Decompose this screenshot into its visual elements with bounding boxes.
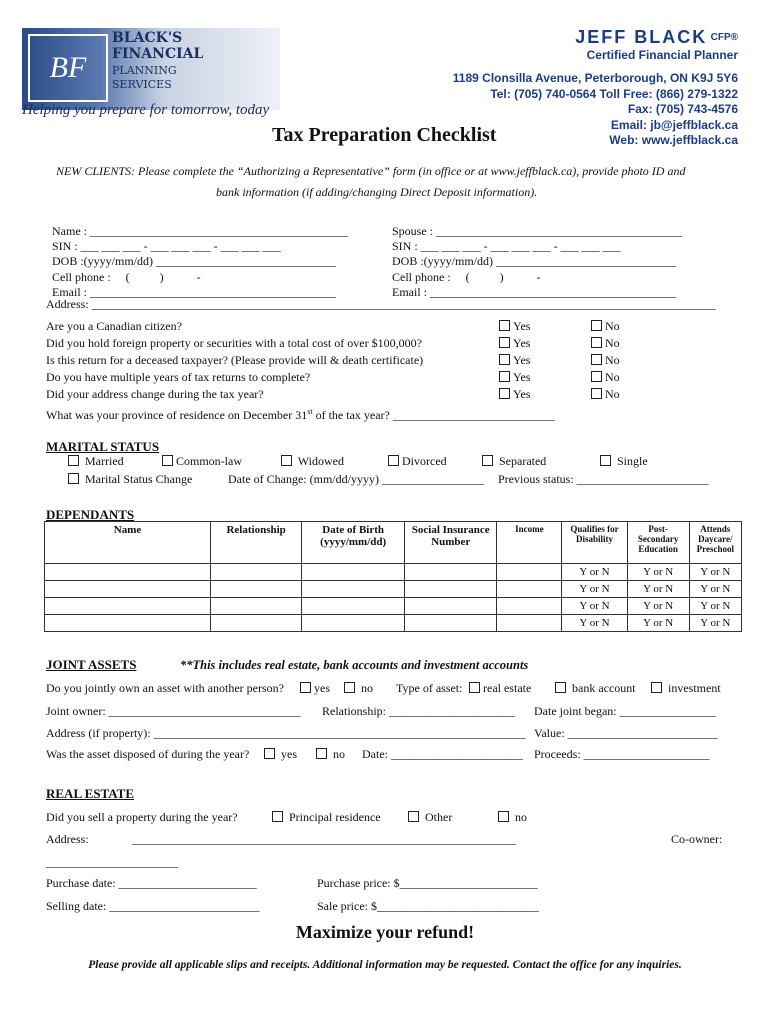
joint-q1-text: Do you jointly own an asset with another person? <box>46 681 284 695</box>
cell[interactable] <box>211 615 302 632</box>
header-cell: Post-Secondary Education <box>627 522 689 564</box>
table-row[interactable] <box>45 615 742 632</box>
advisor-credential: CFP® <box>710 32 738 43</box>
advisor-fax: Fax: (705) 743-4576 <box>627 102 738 116</box>
disposed-yes-option[interactable] <box>264 747 297 762</box>
question-row <box>46 335 726 352</box>
real-estate-q-row <box>46 810 746 828</box>
checkbox-icon[interactable] <box>600 455 611 466</box>
question-row <box>46 352 726 369</box>
purchase-date-field[interactable]: Purchase date: _______________________ <box>46 876 257 890</box>
value-field[interactable]: Value: _________________________ <box>534 726 718 740</box>
checkbox-icon[interactable] <box>388 455 399 466</box>
cell[interactable] <box>45 598 211 615</box>
checkbox-icon[interactable] <box>264 748 275 759</box>
yn-cell[interactable]: Y or N <box>689 598 741 615</box>
marital-options <box>68 454 748 472</box>
marital-widowed[interactable] <box>281 454 344 469</box>
client-cell-field[interactable]: Cell phone : ( ) - <box>52 269 201 284</box>
option-label: yes <box>281 747 297 761</box>
logo-emblem: BF <box>28 34 108 102</box>
checkbox-icon[interactable] <box>281 455 292 466</box>
yn-cell[interactable]: Y or N <box>627 615 689 632</box>
yn-cell[interactable]: Y or N <box>689 564 741 581</box>
marital-divorced[interactable] <box>388 454 447 469</box>
real-estate-heading: REAL ESTATE <box>46 786 135 801</box>
re-address-field[interactable]: ________________________________________________________________ <box>132 832 516 846</box>
marital-married[interactable] <box>68 454 124 469</box>
checkbox-icon[interactable] <box>162 455 173 466</box>
spouse-sin-field[interactable]: SIN : ___ ___ ___ - ___ ___ ___ - ___ ___ ___ <box>392 239 621 254</box>
cell[interactable] <box>302 615 405 632</box>
question-text: Did you hold foreign property or securities with a total cost of over $100,000? <box>46 336 422 350</box>
yn-cell[interactable]: Y or N <box>689 615 741 632</box>
yes-label: Yes <box>513 319 531 333</box>
re-address-label: Address: <box>46 832 89 846</box>
advisor-web: Web: www.jeffblack.ca <box>609 133 738 147</box>
advisor-tel: Tel: (705) 740-0564 Toll Free: (866) 279-1322 <box>490 86 738 101</box>
advisor-title: Certified Financial Planner <box>586 47 738 62</box>
no-option[interactable] <box>591 369 620 386</box>
checkbox-icon[interactable] <box>300 682 311 693</box>
cell[interactable] <box>405 598 497 615</box>
checkbox-icon[interactable] <box>555 682 566 693</box>
yn-cell[interactable]: Y or N <box>627 598 689 615</box>
checkbox-icon[interactable] <box>591 337 602 348</box>
province-question[interactable] <box>46 403 726 420</box>
cell[interactable] <box>302 598 405 615</box>
joint-address-row <box>46 726 746 744</box>
footer-note: Please provide all applicable slips and receipts. Additional information may be requested. Contact the office for any inquiries. <box>88 959 682 971</box>
dependants-heading: DEPENDANTS <box>46 507 135 522</box>
no-label: No <box>605 336 620 350</box>
yn-cell[interactable]: Y or N <box>562 615 627 632</box>
yes-label: Yes <box>513 353 531 367</box>
table-header-row <box>45 522 742 564</box>
checkbox-icon[interactable] <box>591 388 602 399</box>
other-option[interactable] <box>408 810 452 825</box>
table-row[interactable] <box>45 581 742 598</box>
table-row[interactable] <box>45 564 742 581</box>
yes-label: Yes <box>513 336 531 350</box>
cell[interactable] <box>211 564 302 581</box>
question-row <box>46 369 726 386</box>
coowner-field[interactable]: ______________________ <box>46 855 178 869</box>
relationship-field[interactable]: Relationship: _____________________ <box>322 704 515 718</box>
marital-separated[interactable] <box>482 454 546 469</box>
checkbox-icon[interactable] <box>482 455 493 466</box>
spouse-email-field[interactable]: Email : _________________________________________ <box>392 284 676 299</box>
checkbox-icon[interactable] <box>651 682 662 693</box>
province-sup: st <box>307 407 313 416</box>
type-real-estate[interactable] <box>469 681 531 696</box>
question-text: Are you a Canadian citizen? <box>46 319 182 333</box>
coowner-label: Co-owner: <box>671 832 723 846</box>
no-option[interactable] <box>591 318 620 335</box>
marital-change-row <box>68 472 748 490</box>
table-row[interactable] <box>45 598 742 615</box>
option-label: Widowed <box>297 454 344 468</box>
type-bank-account[interactable] <box>555 681 636 696</box>
spouse-dob-field[interactable]: DOB :(yyyy/mm/dd) ______________________________ <box>392 254 676 269</box>
logo-name-4: SERVICES <box>112 78 172 91</box>
no-label: No <box>605 370 620 384</box>
question-row <box>46 386 726 403</box>
checkbox-icon[interactable] <box>408 811 419 822</box>
logo-tagline: Helping you prepare for tomorrow, today <box>22 102 270 118</box>
advisor-email: Email: jb@jeffblack.ca <box>610 117 738 132</box>
joint-disposed-row <box>46 747 746 765</box>
province-field: of the tax year? ___________________________ <box>312 408 555 422</box>
questions <box>46 318 726 420</box>
logo-name-3: PLANNING <box>112 64 177 77</box>
principal-residence-option[interactable] <box>272 810 381 825</box>
selling-date-field[interactable]: Selling date: _________________________ <box>46 899 260 913</box>
page-title: Tax Preparation Checklist <box>272 124 497 146</box>
real-estate-address-row <box>46 832 746 850</box>
question-text: Is this return for a deceased taxpayer? (Please provide will & death certificate) <box>46 353 424 367</box>
cell[interactable] <box>302 581 405 598</box>
cell[interactable] <box>302 564 405 581</box>
joint-q1-row <box>46 681 746 699</box>
yes-option[interactable] <box>499 318 530 335</box>
option-label: Common-law <box>176 454 242 468</box>
cell[interactable] <box>45 564 211 581</box>
option-label: Divorced <box>402 454 447 468</box>
disposed-text: Was the asset disposed of during the year? <box>46 747 250 761</box>
joint-owner-field[interactable]: Joint owner: ________________________________ <box>46 704 301 718</box>
type-investment[interactable] <box>651 681 721 696</box>
question-text: Do you have multiple years of tax returns to complete? <box>46 370 311 384</box>
marital-single[interactable] <box>600 454 648 469</box>
cell[interactable] <box>211 598 302 615</box>
yn-cell[interactable]: Y or N <box>627 564 689 581</box>
header-cell: Attends Daycare/ Preschool <box>689 522 741 564</box>
yes-option[interactable] <box>499 335 530 352</box>
yn-cell[interactable]: Y or N <box>627 581 689 598</box>
cell[interactable] <box>45 615 211 632</box>
cell[interactable] <box>497 615 562 632</box>
no-option[interactable] <box>498 810 527 825</box>
checkbox-icon[interactable] <box>272 811 283 822</box>
checkbox-icon[interactable] <box>344 682 355 693</box>
option-label: real estate <box>483 681 532 695</box>
advisor-name: JEFF BLACK <box>575 27 708 47</box>
no-option[interactable] <box>591 335 620 352</box>
cell[interactable] <box>45 581 211 598</box>
joint-note: **This includes real estate, bank accounts and investment accounts <box>180 658 529 672</box>
no-option[interactable] <box>591 352 620 369</box>
joint-heading: JOINT ASSETS <box>46 657 137 672</box>
advisor-name-row <box>453 27 738 48</box>
yes-option[interactable] <box>499 352 530 369</box>
joint-no-option[interactable] <box>344 681 373 696</box>
option-label: no <box>515 810 527 824</box>
checkbox-icon[interactable] <box>591 371 602 382</box>
marital-heading: MARITAL STATUS <box>46 439 160 454</box>
option-label: Single <box>617 454 648 468</box>
logo <box>22 28 282 123</box>
option-label: Separated <box>499 454 547 468</box>
intro-line-1: NEW CLIENTS: Please complete the “Authorizing a Representative” form (in office or at www.jeffblack.ca), provide photo ID and <box>56 164 686 178</box>
purchase-price-field[interactable]: Purchase price: $_______________________ <box>317 876 538 890</box>
no-label: No <box>605 387 620 401</box>
intro-line-2: bank information (if adding/changing Direct Deposit information). <box>216 185 538 199</box>
client-email-field[interactable]: Email : _________________________________________ <box>52 284 336 299</box>
cell[interactable] <box>497 581 562 598</box>
yes-label: Yes <box>513 370 531 384</box>
marital-change[interactable] <box>68 472 192 487</box>
option-label: no <box>333 747 345 761</box>
spouse-name-field[interactable]: Spouse : _________________________________________ <box>392 224 683 238</box>
type-label: Type of asset: <box>396 681 463 695</box>
footer-headline: Maximize your refund! <box>295 922 475 942</box>
sell-question: Did you sell a property during the year? <box>46 810 238 824</box>
header-cell: Date of Birth (yyyy/mm/dd) <box>302 522 405 564</box>
purchase-row <box>46 876 746 894</box>
disposed-date-field[interactable]: Date: ______________________ <box>362 747 523 761</box>
client-info <box>52 224 348 300</box>
cell[interactable] <box>405 581 497 598</box>
yn-cell[interactable]: Y or N <box>562 564 627 581</box>
client-sin-field[interactable]: SIN : ___ ___ ___ - ___ ___ ___ - ___ ___ ___ <box>52 239 281 254</box>
checkbox-icon[interactable] <box>68 473 79 484</box>
dependants-table <box>44 521 742 632</box>
joint-owner-row <box>46 704 746 722</box>
marital-common-law[interactable] <box>162 454 242 469</box>
property-address-field[interactable]: Address (if property): ______________________________________________________________ <box>46 726 526 740</box>
no-option[interactable] <box>591 386 620 403</box>
date-joint-field[interactable]: Date joint began: ________________ <box>534 704 716 718</box>
spouse-info <box>392 224 682 300</box>
address-field[interactable]: Address: ________________________________________________________________________________________________________ <box>46 297 716 311</box>
client-dob-field[interactable]: DOB :(yyyy/mm/dd) ______________________________ <box>52 254 336 269</box>
option-label: bank account <box>572 681 636 695</box>
checkbox-icon[interactable] <box>499 371 510 382</box>
option-label: Other <box>425 810 453 824</box>
no-label: No <box>605 319 620 333</box>
sale-price-field[interactable]: Sale price: $___________________________ <box>317 899 539 913</box>
header-cell: Social Insurance Number <box>405 522 497 564</box>
yn-cell[interactable]: Y or N <box>689 581 741 598</box>
header-cell: Relationship <box>211 522 302 564</box>
yes-option[interactable] <box>499 386 530 403</box>
joint-yes-option[interactable] <box>300 681 330 696</box>
question-row <box>46 318 726 335</box>
cell[interactable] <box>405 564 497 581</box>
checkbox-icon[interactable] <box>499 337 510 348</box>
option-label: Marital Status Change <box>85 472 193 486</box>
option-label: investment <box>668 681 721 695</box>
header-cell: Income <box>497 522 562 564</box>
checkbox-icon[interactable] <box>498 811 509 822</box>
option-label: Married <box>85 454 124 468</box>
yes-label: Yes <box>513 387 531 401</box>
selling-row <box>46 899 746 917</box>
header-cell: Qualifies for Disability <box>562 522 627 564</box>
header-cell: Name <box>45 522 211 564</box>
checkbox-icon[interactable] <box>591 320 602 331</box>
yn-cell[interactable]: Y or N <box>562 581 627 598</box>
proceeds-field[interactable]: Proceeds: _____________________ <box>534 747 710 761</box>
disposed-no-option[interactable] <box>316 747 345 762</box>
option-label: yes <box>314 681 330 695</box>
checkbox-icon[interactable] <box>499 354 510 365</box>
option-label: no <box>361 681 373 695</box>
cell[interactable] <box>497 564 562 581</box>
cell[interactable] <box>211 581 302 598</box>
advisor-address: 1189 Clonsilla Avenue, Peterborough, ON K9J 5Y6 <box>452 71 738 85</box>
checkbox-icon[interactable] <box>469 682 480 693</box>
checkbox-icon[interactable] <box>68 455 79 466</box>
no-label: No <box>605 353 620 367</box>
logo-name-1: BLACK'S <box>112 30 183 46</box>
checkbox-icon[interactable] <box>499 320 510 331</box>
spouse-cell-field[interactable]: Cell phone : ( ) - <box>392 269 541 284</box>
cell[interactable] <box>497 598 562 615</box>
province-text: What was your province of residence on December 31 <box>46 408 308 422</box>
question-text: Did your address change during the tax year? <box>46 387 264 401</box>
client-name-field[interactable]: Name : ___________________________________________ <box>52 224 348 238</box>
logo-name-2: FINANCIAL <box>112 46 204 62</box>
checkbox-icon[interactable] <box>316 748 327 759</box>
yn-cell[interactable]: Y or N <box>562 598 627 615</box>
checkbox-icon[interactable] <box>591 354 602 365</box>
previous-status-field[interactable]: Previous status: ______________________ <box>498 472 709 486</box>
option-label: Principal residence <box>289 810 381 824</box>
date-change-field[interactable]: Date of Change: (mm/dd/yyyy) _________________ <box>228 472 484 486</box>
cell[interactable] <box>405 615 497 632</box>
yes-option[interactable] <box>499 369 530 386</box>
checkbox-icon[interactable] <box>499 388 510 399</box>
